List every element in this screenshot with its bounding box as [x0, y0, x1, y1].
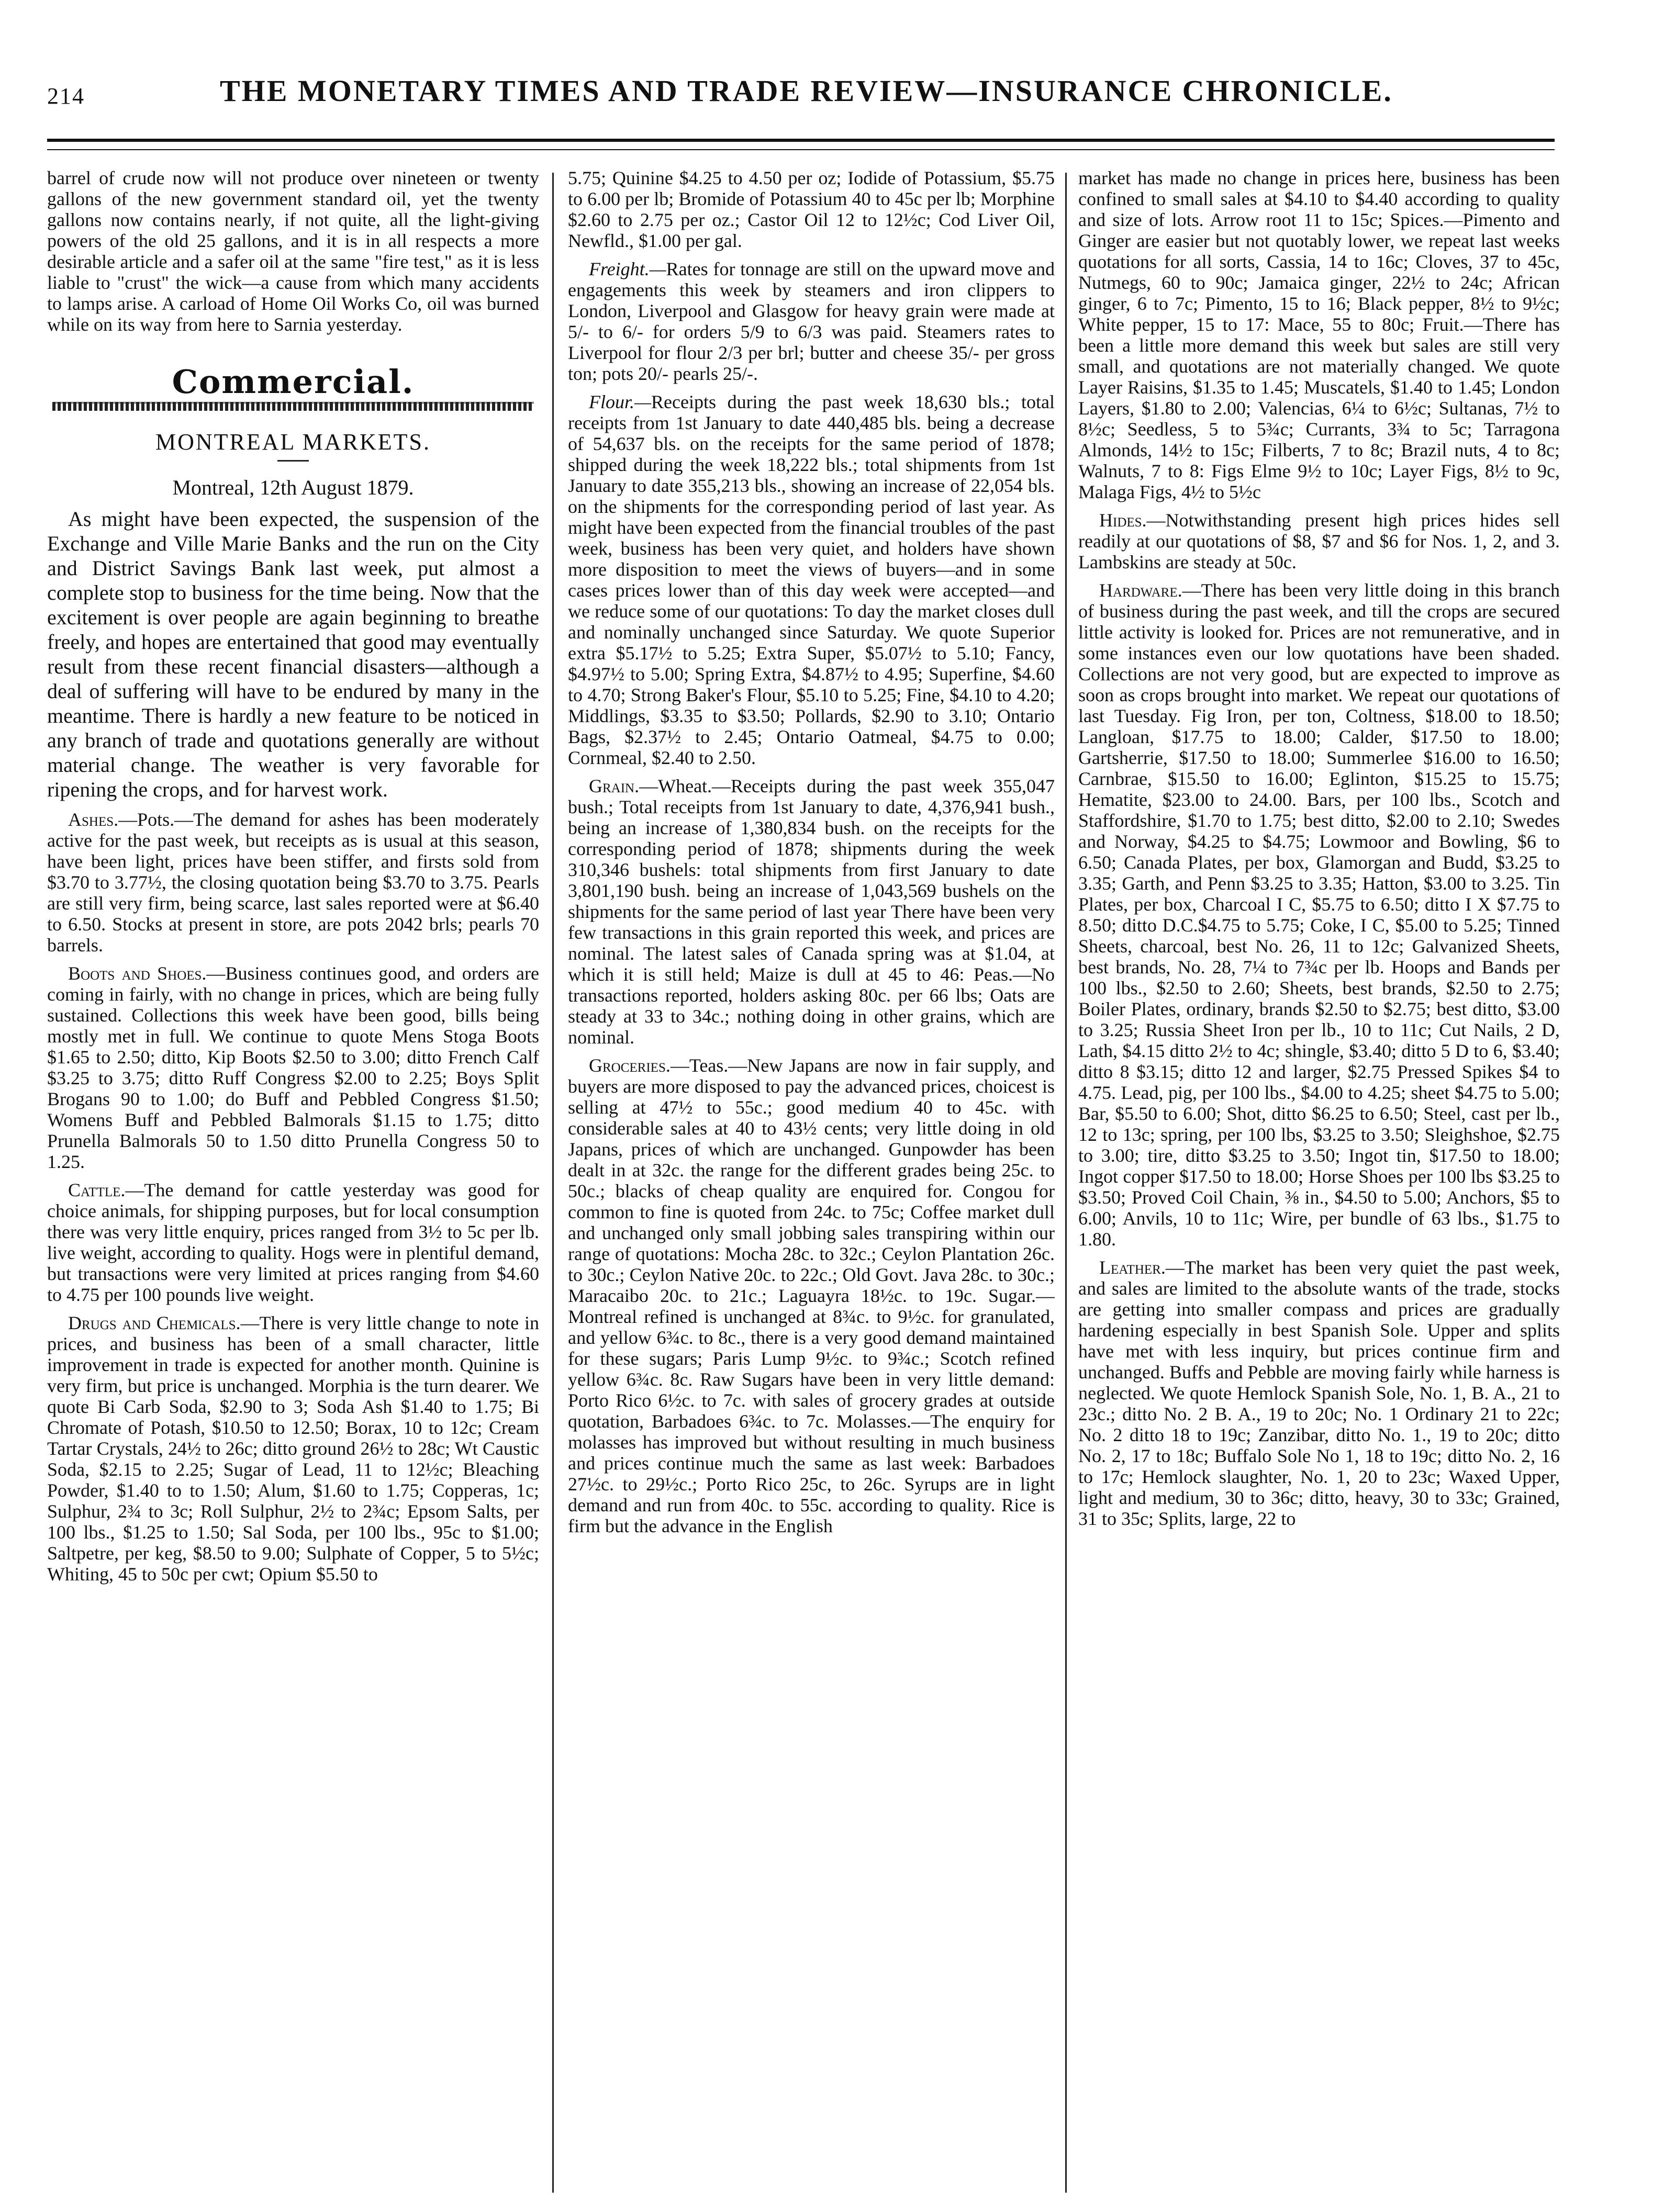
- column-3: [1078, 167, 1560, 2193]
- masthead: [47, 73, 1555, 141]
- freight-label: Freight.—: [589, 259, 666, 279]
- ashes-paragraph: [47, 809, 539, 956]
- hardware-text: There has been very little doing in this branch of business during the past week, and till the crops are secured little activity is looked for. Prices are not remunerative, and in some instances even our low quotations have been shaded. Collections are not very good, but are expected to improve as soon as crops brought into market. We repeat our quotations of last Tuesday. Fig Iron, per ton, Coltness, $18.00 to 18.50; Langloan, $17.75 to 18.00; Calder, $17.50 to 18.00; Gartsherrie, $17.50 to 18.00; Summerlee $16.00 to 16.50; Carnbrae, $15.50 to 16.00; Eglinton, $15.25 to 15.75; Hematite, $23.00 to 24.00. Bars, per 100 lbs., Scotch and Staffordshire, $1.70 to 1.75; best ditto, $2.00 to 2.10; Swedes and Norway, $4.25 to $4.75; Lowmoor and Bowling, $6 to 6.50; Canada Plates, per box, Glamorgan and Budd, $3.25 to 3.35; Garth, and Penn $3.25 to 3.35; Hatton, $3.00 to 3.25. Tin Plates, per box, Charcoal I C, $5.75 to 6.50; ditto I X $7.75 to 8.50; ditto D.C.$4.75 to 5.75; Coke, I C, $5.00 to 5.25; Tinned Sheets, charcoal, best No. 26, 11 to 12c; Galvanized Sheets, best brands, No. 28, 7¼ to 7¾c per lb. Hoops and Bands per 100 lbs., $2.50 to 2.60; Sheets, best brands, $2.50 to 2.75; Boiler Plates, ordinary, brands $2.50 to $2.75; best ditto, $3.00 to 3.25; Russia Sheet Iron per lb., 10 to 11c; Cut Nails, 2 D, Lath, $4.15 ditto 2½ to 4c; shingle, $3.40; ditto 5 D to 6, $3.40; ditto 8 $3.15; ditto 12 and larger, $2.75 Pressed Spikes $4 to 4.75. Lead, pig, per 100 lbs., $4.00 to 4.25; sheet $4.75 to 5.00; Bar, $5.50 to 6.00; Shot, ditto $6.25 to 6.50; Steel, cast per lb., 12 to 13c; spring, per 100 lbs, $3.25 to 3.50; Sleighshoe, $2.75 to 3.00; tire, ditto $3.25 to 3.50; Ingot tin, $17.50 to 18.00; Ingot copper $17.50 to 18.00; Horse Shoes per 100 lbs $3.25 to $3.50; Proved Coil Chain, ⅜ in., $4.50 to 5.00; Anchors, $5 to 6.00; Anvils, 10 to 11c; Wire, per bundle of 63 lbs., $1.75 to 1.80.: [1078, 580, 1560, 1250]
- flour-text: Receipts during the past week 18,630 bls.; total receipts from 1st January to date 440,485 bls. being a decrease of 54,637 bls. on the receipts for the same period of 1878; shipped during the week 18,222 bls.; total shipments from 1st January to date 355,213 bls., showing an increase of 22,054 bls. on the shipments for the corresponding period of last year. As might have been expected from the financial troubles of the past week, business has been very quiet, and holders have shown more disposition to meet the views of buyers—and in some cases prices lower than of this day week were accepted—and we reduce some of our quotations: To day the market closes dull and nominally unchanged since Saturday. We quote Superior extra $5.17½ to 5.25; Extra Super, $5.07½ to 5.10; Fancy, $4.97½ to 5.00; Spring Extra, $4.87½ to 4.95; Superfine, $4.60 to 4.70; Strong Baker's Flour, $5.10 to 5.25; Fine, $4.10 to 4.20; Middlings, $3.35 to $3.50; Pollards, $2.90 to 3.10; Ontario Bags, $2.37½ to 2.45; Ontario Oatmeal, $4.75 to 0.00; Cornmeal, $2.40 to 2.50.: [568, 391, 1055, 768]
- dateline: Montreal, 12th August 1879.: [172, 476, 414, 499]
- drugs-continued-paragraph: 5.75; Quinine $4.25 to 4.50 per oz; Iodide of Potassium, $5.75 to 6.00 per lb; Bromide of Potassium 40 to 45c per lb; Morphine $2.60 to 2.75 per oz.; Castor Oil 12 to 12½c; Cod Liver Oil, Newfld., $1.00 per gal.: [568, 167, 1055, 251]
- leather-label: Leather.—: [1099, 1257, 1185, 1278]
- ashes-label: Ashes.—: [68, 809, 138, 830]
- intro-paragraph: As might have been expected, the suspension of the Exchange and Ville Marie Banks and the run on the City and District Savings Bank last week, put almost a complete stop to business for the time being. Now that the excitement is over people are again beginning to breathe freely, and hopes are entertained that good may eventually result from these recent financial disasters—although a deal of suffering will have to be endured by many in the meantime. There is hardly a new feature to be noticed in any branch of trade and quotations generally are without material change. The weather is very favorable for ripening the crops, and for harvest work.: [47, 507, 539, 801]
- freight-text: Rates for tonnage are still on the upward move and engagements this week by steamers and iron clippers to London, Liverpool and Glasgow for heavy grain were made at 5/- to 6/- for orders 5/9 to 6/3 was paid. Steamers rates to Liverpool for flour 2/3 per brl; butter and cheese 35/- per gross ton; pots 20/- pearls 25/-.: [568, 259, 1055, 384]
- header-rule-thin: [47, 149, 1555, 150]
- boots-text: Business continues good, and orders are coming in fairly, with no change in prices, which are being fully sustained. Collections this week have been good, bills being mostly met in full. We continue to quote Mens Stoga Boots $1.65 to 2.50; ditto, Kip Boots $2.50 to 3.00; ditto French Calf $3.25 to 3.75; ditto Ruff Congress $2.00 to 2.25; Boys Split Brogans 90 to 1.00; do Buff and Pebbled Congress $1.50; Womens Buff and Pebbled Balmorals $1.15 to 1.75; ditto Prunella Balmorals 50 to 1.50 ditto Prunella Congress 50 to 1.25.: [47, 963, 539, 1172]
- drugs-paragraph: [47, 1312, 539, 1585]
- grain-text: Wheat.—Receipts during the past week 355,047 bush.; Total receipts from 1st January to date, 4,376,941 bush., being an increase of 1,380,834 bush. on the receipts for the corresponding period of 1878; shipments during the week 310,346 bushels: total shipments from first January to date 3,801,190 bush. being an increase of 1,043,569 bushels on the shipments for the same period of last year There have been very few transactions in this grain reported this week, and prices are nominal. The latest sales of Canada spring was at $1.04, at which it is still held; Maize is dull at 45 to 46: Peas.—No transactions reported, holders asking 80c. per 66 lbs; Oats are steady at 33 to 34c.; nothing doing in other grains, which are nominal.: [568, 776, 1055, 1048]
- page-number: 214: [47, 83, 85, 109]
- continued-paragraph: barrel of crude now will not produce over nineteen or twenty gallons of the new government standard oil, yet the twenty gallons now contains nearly, if not quite, all the light-giving powers of the old 25 gallons, and it is in all respects a more desirable article and a safer oil at the same "fire test," as it is less liable to "crust" the wick—a cause from which many accidents to lamps arise. A carload of Home Oil Works Co, oil was burned while on its way from here to Sarnia yesterday.: [47, 167, 539, 335]
- grain-label: Grain.—: [589, 776, 658, 796]
- hides-paragraph: [1078, 510, 1560, 572]
- groceries-text: Teas.—New Japans are now in fair supply, and buyers are more disposed to pay the advanced prices, choicest is selling at 47½ to 55c.; good medium 40 to 45c. with considerable sales at 40 to 43½ cents; very little doing in old Japans, prices of which are unchanged. Gunpowder has been dealt in at 32c. the range for the different grades being 25c. to 50c.; blacks of cheap quality are enquired for. Congou for common to fine is quoted from 24c. to 75c; Coffee market dull and unchanged only small jobbing sales transpiring within our range of quotations: Mocha 28c. to 32c.; Ceylon Plantation 26c. to 30c.; Ceylon Native 20c. to 22c.; Old Govt. Java 28c. to 30c.; Maracaibo 20c. to 21c.; Laguayra 18½c. to 19c. Sugar.—Montreal refined is unchanged at 8¾c. to 9½c. for granulated, and yellow 6¾c. to 8c., there is a very good demand maintained for these sugars; Paris Lump 9½c. to 9¾c.; Scotch refined yellow 6¾c. 8c. Raw Sugars have been in very little demand: Porto Rico 6½c. to 7c. with sales of grocery grades at outside quotation, Barbadoes 6¾c. to 7c. Molasses.—The enquiry for molasses has improved but without resulting in much business and prices continue much the same as last week: Barbadoes 27½c. to 29½c.; Porto Rico 25c, to 26c. Syrups are in light demand and run from 40c. to 55c. according to quality. Rice is firm but the advance in the English: [568, 1055, 1055, 1536]
- cattle-paragraph: [47, 1180, 539, 1305]
- hardware-label: Hardware.—: [1099, 580, 1201, 601]
- flour-paragraph: [568, 391, 1055, 768]
- flour-label: Flour.—: [589, 391, 652, 412]
- section-heading-commercial: Commercial.: [172, 363, 415, 401]
- boots-label: Boots and Shoes.—: [68, 963, 226, 984]
- header-rule-thick: [47, 139, 1555, 142]
- drugs-text: There is very little change to note in prices, and business has been of a small character, little improvement in trade is expected for another month. Quinine is very firm, but price is unchanged. Morphia is the turn dearer. We quote Bi Carb Soda, $2.90 to 3; Soda Ash $1.40 to 1.75; Bi Chromate of Potash, $10.50 to 12.50; Borax, 10 to 12c; Cream Tartar Crystals, 24½ to 26c; ditto ground 26½ to 28c; Wt Caustic Soda, $2.15 to 2.25; Sugar of Lead, 11 to 12½c; Bleaching Powder, $1.40 to to 1.50; Alum, $1.60 to 1.75; Copperas, 1c; Sulphur, 2¾ to 3c; Roll Sulphur, 2½ to 2¾c; Epsom Salts, per 100 lbs., $1.25 to 1.50; Sal Soda, per 100 lbs., 95c to $1.00; Saltpetre, per keg, $8.50 to 9.00; Sulphate of Copper, 5 to 5½c; Whiting, 45 to 50c per cwt; Opium $5.50 to: [47, 1312, 539, 1585]
- column-2: [568, 167, 1055, 2193]
- short-dash: [277, 460, 309, 462]
- hides-text: Notwithstanding present high prices hides sell readily at our quotations of $8, $7 and $6 for Nos. 1, 2, and 3. Lambskins are steady at 50c.: [1078, 510, 1560, 572]
- column-1: [47, 167, 539, 2193]
- groceries-continued-paragraph: market has made no change in prices here, business has been confined to small sales at $4.10 to $4.40 according to quality and size of lots. Arrow root 11 to 15c; Spices.—Pimento and Ginger are easier but not quotably lower, we repeat last weeks quotations for all sorts, Cassia, 14 to 16c; Cloves, 37 to 45c, Nutmegs, 60 to 90c; Jamaica ginger, 22½ to 24c; African ginger, 6 to 7c; Pimento, 15 to 16; Black pepper, 8½ to 9½c; White pepper, 15 to 17: Mace, 55 to 80c; Fruit.—There has been a little more demand this week but sales are still very small, and quotations are not materially changed. We quote Layer Raisins, $1.35 to 1.45; Muscatels, $1.40 to 1.45; London Layers, $1.80 to 2.00; Valencias, 6¼ to 6½c; Sultanas, 7½ to 8½c; Seedless, 5 to 5¾c; Currants, 3¾ to 5c; Tarragona Almonds, 14½ to 15c; Filberts, 7 to 8c; Brazil nuts, 4 to 8c; Walnuts, 7 to 8: Figs Elme 9½ to 10c; Layer Figs, 8½ to 9c, Malaga Figs, 4½ to 5½c: [1078, 167, 1560, 502]
- decorative-rule: [52, 402, 534, 411]
- leather-paragraph: [1078, 1257, 1560, 1529]
- running-head-title: THE MONETARY TIMES AND TRADE REVIEW—INSURANCE CHRONICLE.: [220, 74, 1393, 108]
- grain-paragraph: [568, 776, 1055, 1048]
- hardware-paragraph: [1078, 580, 1560, 1250]
- groceries-paragraph: [568, 1055, 1055, 1536]
- cattle-text: The demand for cattle yesterday was good for choice animals, for shipping purposes, but for local consumption there was very little enquiry, prices ranged from 3½ to 5c per lb. live weight, according to quality. Hogs were in plentiful demand, but transactions were very limited at prices ranging from $4.60 to 4.75 per 100 pounds live weight.: [47, 1180, 539, 1305]
- column-divider-2: [1065, 173, 1067, 2193]
- hides-label: Hides.—: [1099, 510, 1166, 531]
- leather-text: The market has been very quiet the past week, and sales are limited to the absolute wants of the trade, stocks are getting into smaller compass and prices are gradually hardening especially in best Spanish Sole. Upper and splits have met with less inquiry, but prices continue firm and unchanged. Buffs and Pebble are moving fairly while harness is neglected. We quote Hemlock Spanish Sole, No. 1, B. A., 21 to 23c.; ditto No. 2 B. A., 19 to 20c; No. 1 Ordinary 21 to 22c; No. 2 ditto 18 to 19c; Zanzibar, ditto No. 1., 19 to 20c; ditto No. 2, 17 to 18c; Buffalo Sole No 1, 18 to 19c; ditto No. 2, 16 to 17c; Hemlock slaughter, No. 1, 20 to 23c; Waxed Upper, light and medium, 30 to 36c; ditto, heavy, 30 to 33c; Grained, 31 to 35c; Splits, large, 22 to: [1078, 1257, 1560, 1529]
- column-divider-1: [552, 173, 554, 2193]
- boots-paragraph: [47, 963, 539, 1172]
- drugs-label: Drugs and Chemicals.—: [68, 1312, 260, 1333]
- ashes-text: Pots.—The demand for ashes has been moderately active for the past week, but receipts as is usual at this season, have been light, prices have been stiffer, and firsts sold from $3.70 to 3.77½, the closing quotation being $3.70 to 3.75. Pearls are still very firm, being scarce, last sales reported were at $6.40 to 6.50. Stocks at present in store, are pots 2042 brls; pearls 70 barrels.: [47, 809, 539, 956]
- subheading-montreal-markets: MONTREAL MARKETS.: [155, 429, 431, 455]
- cattle-label: Cattle.—: [68, 1180, 144, 1200]
- freight-paragraph: [568, 259, 1055, 384]
- groceries-label: Groceries.—: [589, 1055, 689, 1076]
